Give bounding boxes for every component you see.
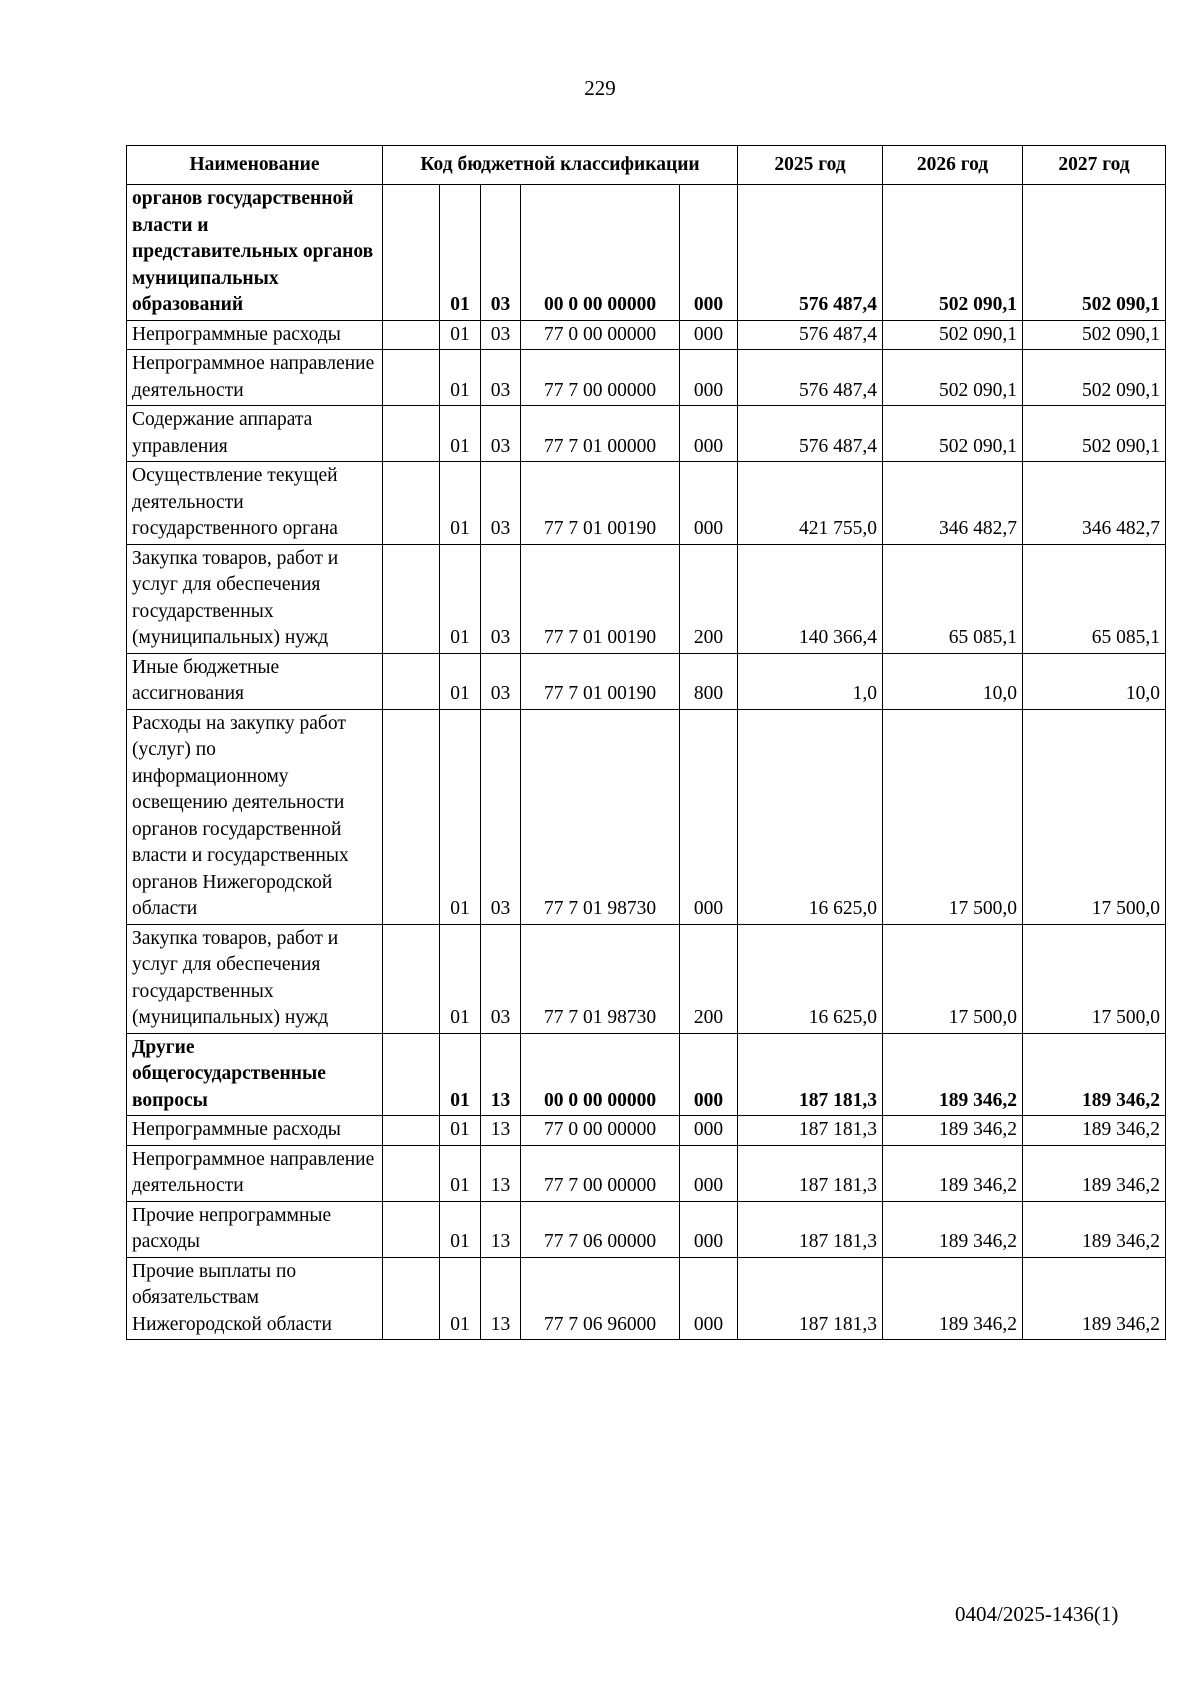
row-name: Закупка товаров, работ и услуг для обеспечения государственных (муниципальных) нужд	[127, 924, 383, 1033]
row-value-2026: 189 346,2	[883, 1116, 1023, 1146]
row-name: Непрограммные расходы	[127, 1116, 383, 1146]
row-empty	[383, 1145, 440, 1201]
budget-table	[126, 145, 1166, 1340]
row-empty	[383, 462, 440, 545]
row-subsection: 13	[481, 1257, 521, 1340]
row-name: Закупка товаров, работ и услуг для обеспечения государственных (муниципальных) нужд	[127, 544, 383, 653]
row-value-2026: 502 090,1	[883, 350, 1023, 406]
row-value-2027: 17 500,0	[1023, 709, 1166, 924]
row-value-2027: 189 346,2	[1023, 1201, 1166, 1257]
row-subsection: 03	[481, 709, 521, 924]
row-target-article: 77 7 00 00000	[521, 1145, 680, 1201]
row-section: 01	[440, 709, 481, 924]
row-subsection: 13	[481, 1145, 521, 1201]
row-name: Осуществление текущей деятельности государственного органа	[127, 462, 383, 545]
row-target-article: 77 7 00 00000	[521, 350, 680, 406]
table-row	[127, 406, 1166, 462]
row-expense-type: 000	[680, 320, 738, 350]
table-row	[127, 185, 1166, 321]
row-value-2026: 189 346,2	[883, 1033, 1023, 1116]
row-subsection: 03	[481, 406, 521, 462]
row-target-article: 00 0 00 00000	[521, 185, 680, 321]
row-subsection: 13	[481, 1201, 521, 1257]
row-empty	[383, 1116, 440, 1146]
header-2026: 2026 год	[883, 146, 1023, 185]
row-section: 01	[440, 1033, 481, 1116]
row-expense-type: 000	[680, 1257, 738, 1340]
row-target-article: 77 7 01 98730	[521, 709, 680, 924]
table-row	[127, 350, 1166, 406]
row-value-2026: 189 346,2	[883, 1257, 1023, 1340]
row-subsection: 03	[481, 185, 521, 321]
row-value-2027: 189 346,2	[1023, 1257, 1166, 1340]
row-expense-type: 000	[680, 406, 738, 462]
row-target-article: 77 7 06 00000	[521, 1201, 680, 1257]
row-value-2025: 187 181,3	[738, 1116, 883, 1146]
header-2025: 2025 год	[738, 146, 883, 185]
row-section: 01	[440, 1116, 481, 1146]
table-row	[127, 1201, 1166, 1257]
row-name: органов государственной власти и представительных органов муниципальных образований	[127, 185, 383, 321]
row-value-2025: 421 755,0	[738, 462, 883, 545]
row-target-article: 77 0 00 00000	[521, 320, 680, 350]
row-target-article: 77 7 01 00000	[521, 406, 680, 462]
row-section: 01	[440, 653, 481, 709]
row-value-2027: 502 090,1	[1023, 350, 1166, 406]
table-row	[127, 709, 1166, 924]
row-value-2025: 576 487,4	[738, 185, 883, 321]
document-number: 0404/2025-1436(1)	[955, 1602, 1119, 1626]
row-name: Непрограммное направление деятельности	[127, 1145, 383, 1201]
row-subsection: 03	[481, 462, 521, 545]
row-value-2026: 346 482,7	[883, 462, 1023, 545]
header-2027: 2027 год	[1023, 146, 1166, 185]
row-value-2025: 576 487,4	[738, 350, 883, 406]
row-value-2026: 17 500,0	[883, 924, 1023, 1033]
row-value-2025: 187 181,3	[738, 1257, 883, 1340]
row-value-2025: 576 487,4	[738, 320, 883, 350]
row-expense-type: 800	[680, 653, 738, 709]
row-value-2027: 346 482,7	[1023, 462, 1166, 545]
table-row	[127, 1257, 1166, 1340]
row-value-2026: 17 500,0	[883, 709, 1023, 924]
row-empty	[383, 709, 440, 924]
row-empty	[383, 1033, 440, 1116]
row-target-article: 77 7 06 96000	[521, 1257, 680, 1340]
row-empty	[383, 924, 440, 1033]
row-value-2027: 65 085,1	[1023, 544, 1166, 653]
row-expense-type: 200	[680, 924, 738, 1033]
row-value-2026: 189 346,2	[883, 1201, 1023, 1257]
row-value-2027: 17 500,0	[1023, 924, 1166, 1033]
row-section: 01	[440, 406, 481, 462]
row-section: 01	[440, 1201, 481, 1257]
row-value-2025: 187 181,3	[738, 1201, 883, 1257]
row-subsection: 03	[481, 320, 521, 350]
row-target-article: 77 7 01 00190	[521, 544, 680, 653]
row-target-article: 77 0 00 00000	[521, 1116, 680, 1146]
row-value-2026: 502 090,1	[883, 320, 1023, 350]
row-value-2027: 189 346,2	[1023, 1145, 1166, 1201]
row-section: 01	[440, 924, 481, 1033]
row-section: 01	[440, 320, 481, 350]
row-section: 01	[440, 544, 481, 653]
row-subsection: 13	[481, 1033, 521, 1116]
row-expense-type: 000	[680, 1145, 738, 1201]
row-name: Непрограммные расходы	[127, 320, 383, 350]
row-value-2026: 502 090,1	[883, 185, 1023, 321]
row-value-2026: 189 346,2	[883, 1145, 1023, 1201]
row-expense-type: 000	[680, 1033, 738, 1116]
row-expense-type: 000	[680, 1116, 738, 1146]
row-expense-type: 000	[680, 462, 738, 545]
row-value-2027: 502 090,1	[1023, 406, 1166, 462]
table-row	[127, 462, 1166, 545]
row-value-2025: 1,0	[738, 653, 883, 709]
row-value-2026: 10,0	[883, 653, 1023, 709]
row-expense-type: 200	[680, 544, 738, 653]
row-expense-type: 000	[680, 709, 738, 924]
row-value-2027: 502 090,1	[1023, 320, 1166, 350]
row-value-2026: 502 090,1	[883, 406, 1023, 462]
row-empty	[383, 350, 440, 406]
row-target-article: 00 0 00 00000	[521, 1033, 680, 1116]
row-subsection: 03	[481, 544, 521, 653]
row-value-2025: 16 625,0	[738, 924, 883, 1033]
row-empty	[383, 1201, 440, 1257]
row-section: 01	[440, 462, 481, 545]
row-name: Другие общегосударственные вопросы	[127, 1033, 383, 1116]
row-name: Иные бюджетные ассигнования	[127, 653, 383, 709]
row-section: 01	[440, 1145, 481, 1201]
row-value-2025: 140 366,4	[738, 544, 883, 653]
row-empty	[383, 544, 440, 653]
table-row	[127, 1033, 1166, 1116]
row-empty	[383, 185, 440, 321]
row-expense-type: 000	[680, 185, 738, 321]
row-subsection: 03	[481, 350, 521, 406]
row-expense-type: 000	[680, 350, 738, 406]
row-value-2027: 189 346,2	[1023, 1116, 1166, 1146]
row-subsection: 13	[481, 1116, 521, 1146]
row-value-2026: 65 085,1	[883, 544, 1023, 653]
row-target-article: 77 7 01 00190	[521, 462, 680, 545]
table-row	[127, 653, 1166, 709]
table-row	[127, 1116, 1166, 1146]
row-value-2025: 187 181,3	[738, 1145, 883, 1201]
table-row	[127, 924, 1166, 1033]
row-value-2025: 187 181,3	[738, 1033, 883, 1116]
row-target-article: 77 7 01 98730	[521, 924, 680, 1033]
row-target-article: 77 7 01 00190	[521, 653, 680, 709]
table-row	[127, 1145, 1166, 1201]
row-name: Содержание аппарата управления	[127, 406, 383, 462]
row-empty	[383, 320, 440, 350]
row-section: 01	[440, 350, 481, 406]
table-header-row	[127, 146, 1166, 185]
row-section: 01	[440, 185, 481, 321]
table-row	[127, 320, 1166, 350]
row-value-2027: 189 346,2	[1023, 1033, 1166, 1116]
row-name: Непрограммное направление деятельности	[127, 350, 383, 406]
row-subsection: 03	[481, 924, 521, 1033]
row-name: Прочие выплаты по обязательствам Нижегородской области	[127, 1257, 383, 1340]
row-name: Прочие непрограммные расходы	[127, 1201, 383, 1257]
row-expense-type: 000	[680, 1201, 738, 1257]
row-value-2027: 502 090,1	[1023, 185, 1166, 321]
row-empty	[383, 653, 440, 709]
page-number: 229	[584, 76, 616, 100]
row-value-2027: 10,0	[1023, 653, 1166, 709]
table-row	[127, 544, 1166, 653]
row-subsection: 03	[481, 653, 521, 709]
row-value-2025: 16 625,0	[738, 709, 883, 924]
header-name: Наименование	[127, 146, 383, 185]
row-empty	[383, 406, 440, 462]
header-code: Код бюджетной классификации	[383, 146, 738, 185]
row-value-2025: 576 487,4	[738, 406, 883, 462]
row-section: 01	[440, 1257, 481, 1340]
row-name: Расходы на закупку работ (услуг) по информационному освещению деятельности органов государственной власти и государственных органов Нижегородской области	[127, 709, 383, 924]
row-empty	[383, 1257, 440, 1340]
